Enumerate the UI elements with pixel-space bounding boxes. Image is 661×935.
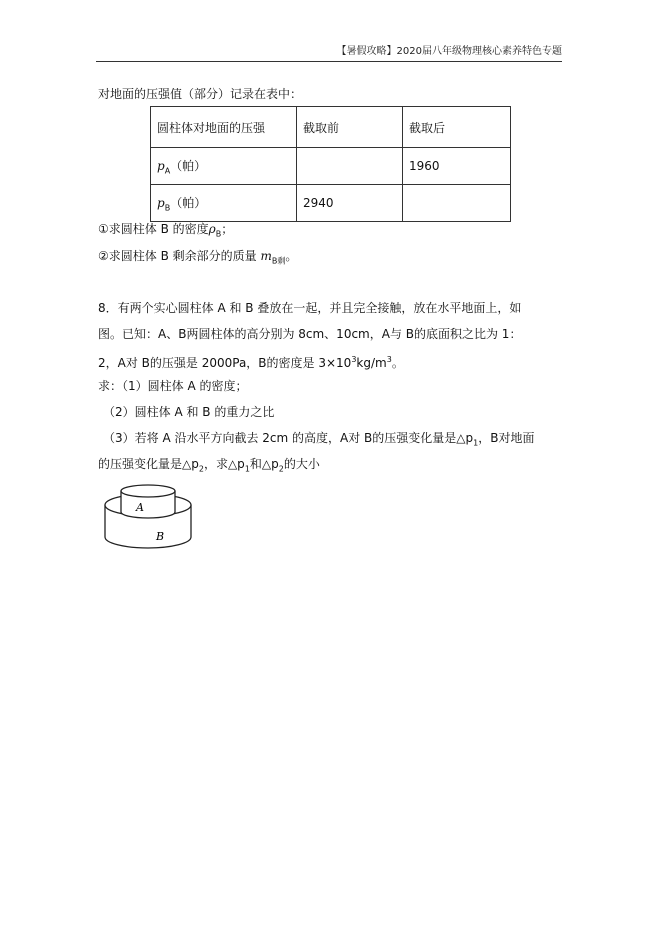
exponent: 3 bbox=[351, 355, 357, 364]
table-header-cell: 截取后 bbox=[403, 107, 511, 148]
after-value-cell: 1960 bbox=[403, 148, 511, 185]
question-1-text: ①求圆柱体 B 的密度 bbox=[98, 222, 209, 236]
line-3-end: 。 bbox=[391, 356, 404, 370]
label-b: B bbox=[156, 530, 165, 543]
intro-text: 对地面的压强值（部分）记录在表中： bbox=[98, 87, 303, 101]
table-row bbox=[151, 148, 511, 185]
before-value-cell: 2940 bbox=[297, 185, 403, 222]
after-value-cell bbox=[403, 185, 511, 222]
page-header: 【暑假攻略】2020届八年级物理核心素养特色专题 bbox=[336, 46, 562, 57]
subscript: 2 bbox=[198, 464, 204, 474]
pressure-subscript: A bbox=[164, 166, 171, 176]
table-header-cell: 截取前 bbox=[297, 107, 403, 148]
line-7-text: ，求△p bbox=[203, 457, 245, 471]
subscript: 2 bbox=[278, 464, 284, 474]
problem-8-line-7 bbox=[98, 455, 320, 478]
problem-8-line-6 bbox=[103, 429, 534, 452]
pressure-symbol: p bbox=[157, 195, 165, 210]
question-1-suffix: ； bbox=[221, 222, 234, 236]
question-2-suffix: 。 bbox=[285, 249, 298, 263]
line-7-text: 的压强变化量是△p bbox=[98, 457, 199, 471]
problem-8-line-4: 求：（1）圆柱体 A 的密度； bbox=[98, 379, 248, 393]
subscript: 1 bbox=[244, 464, 250, 474]
mass-symbol: m bbox=[260, 249, 272, 263]
table-row bbox=[151, 185, 511, 222]
unit-label: （帕） bbox=[170, 158, 207, 173]
before-value-cell bbox=[297, 148, 403, 185]
stacked-cylinders-diagram bbox=[100, 484, 196, 554]
line-3-text: 2，A对 B的压强是 2000Pa，B的密度是 3×10 bbox=[98, 356, 352, 370]
problem-8-line-2: 图。已知：A、B两圆柱体的高分别为 8cm、10cm，A与 B的底面积之比为 1： bbox=[98, 327, 522, 341]
line-6-text: （3）若将 A 沿水平方向截去 2cm 的高度，A对 B的压强变化量是△p bbox=[103, 431, 474, 445]
unit-text: kg/m bbox=[356, 356, 387, 370]
problem-8-line-3 bbox=[98, 351, 404, 372]
line-7-end: 的大小 bbox=[283, 457, 320, 471]
pressure-subscript: B bbox=[164, 203, 171, 213]
header-divider bbox=[96, 61, 562, 62]
row-label-cell bbox=[151, 185, 297, 222]
question-2 bbox=[98, 247, 297, 270]
exponent: 3 bbox=[386, 355, 392, 364]
question-1 bbox=[98, 220, 233, 243]
problem-8-line-1: 8．有两个实心圆柱体 A 和 B 叠放在一起，并且完全接触，放在水平地面上，如 bbox=[98, 301, 522, 315]
density-subscript: B bbox=[215, 229, 222, 239]
cylinder-a bbox=[121, 485, 175, 518]
row-label-cell bbox=[151, 148, 297, 185]
line-7-text: 和△p bbox=[249, 457, 279, 471]
pressure-table bbox=[150, 106, 511, 222]
subscript: 1 bbox=[473, 438, 479, 448]
line-6-end: ，B对地面 bbox=[478, 431, 535, 445]
pressure-symbol: p bbox=[157, 158, 165, 173]
mass-subscript: B剩 bbox=[271, 256, 286, 266]
table-header-cell: 圆柱体对地面的压强 bbox=[151, 107, 297, 148]
label-a: A bbox=[136, 501, 144, 514]
unit-label: （帕） bbox=[170, 195, 207, 210]
question-2-text: ②求圆柱体 B 剩余部分的质量 bbox=[98, 249, 261, 263]
table-header-row bbox=[151, 107, 511, 148]
problem-8-line-5: （2）圆柱体 A 和 B 的重力之比 bbox=[103, 405, 275, 419]
density-symbol: ρ bbox=[208, 222, 216, 236]
